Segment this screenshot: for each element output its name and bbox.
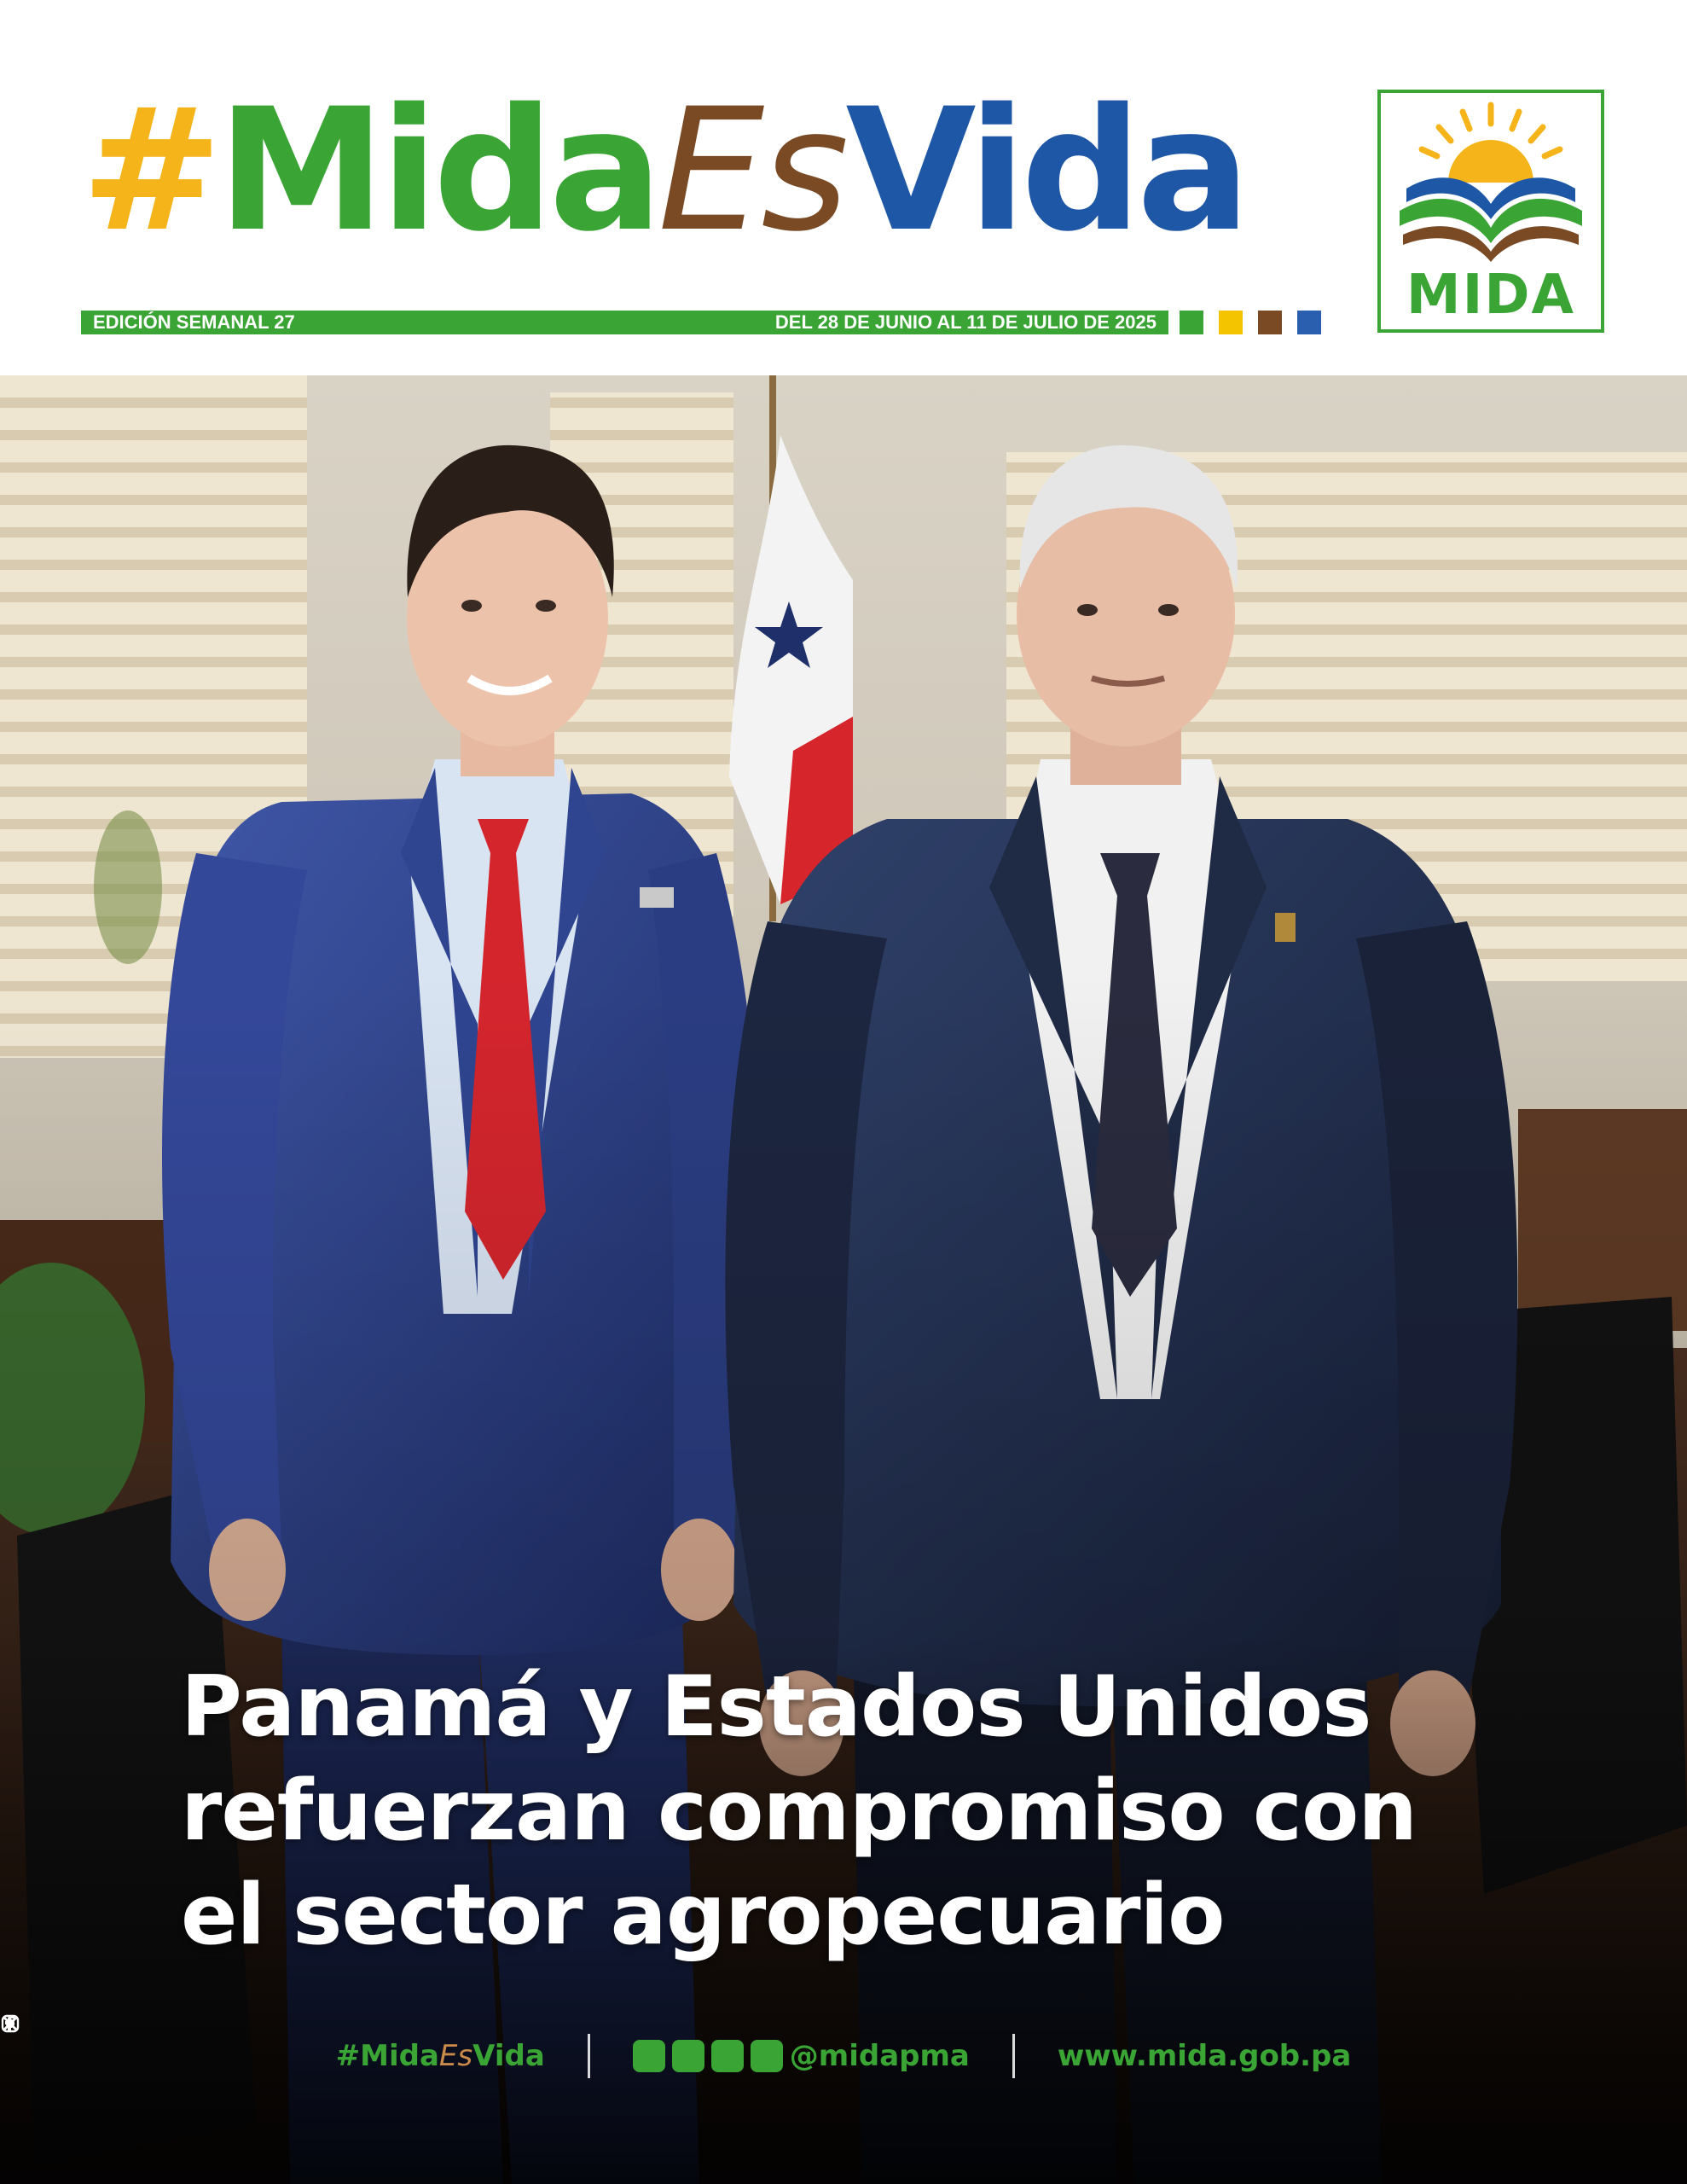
edition-bar [81, 311, 1168, 334]
headline-line-3: el sector agropecuario [181, 1867, 1225, 1964]
square-green [1180, 311, 1203, 334]
square-blue [1297, 311, 1321, 334]
edition-dates: DEL 28 DE JUNIO AL 11 DE JULIO DE 2025 [774, 311, 1157, 333]
color-squares [1180, 311, 1321, 334]
instagram-icon[interactable] [672, 2040, 704, 2072]
masthead-hash: # [81, 72, 217, 269]
masthead-es: Es [658, 72, 846, 269]
footer-separator [588, 2034, 590, 2078]
headline-line-2: refuerzan compromiso con [181, 1763, 1417, 1860]
cover-footer [0, 2013, 1687, 2099]
masthead-title [81, 72, 1246, 269]
footer-tag-mida: #Mida [335, 2039, 439, 2073]
footer-social [633, 2039, 970, 2073]
youtube-icon[interactable] [751, 2040, 783, 2072]
footer-separator-2 [1012, 2034, 1015, 2078]
square-yellow [1219, 311, 1243, 334]
footer-tag-vida: Vida [472, 2039, 545, 2073]
masthead-vida: Vida [845, 72, 1246, 269]
logo-text: MIDA [1406, 264, 1576, 327]
footer-website[interactable]: www.mida.gob.pa [1057, 2039, 1352, 2073]
cover-photo [0, 375, 1687, 2184]
square-brown [1258, 311, 1282, 334]
footer-hashtag[interactable] [336, 2039, 545, 2073]
edition-label: EDICIÓN SEMANAL 27 [93, 311, 295, 333]
x-icon[interactable] [711, 2040, 744, 2072]
cover-headline [181, 1655, 1545, 1967]
headline-line-1: Panamá y Estados Unidos [181, 1658, 1371, 1756]
masthead-mida: Mida [217, 72, 658, 269]
facebook-icon[interactable] [633, 2040, 665, 2072]
sun-over-fields-logo-icon [1381, 93, 1601, 264]
footer-tag-es: Es [438, 2039, 473, 2073]
footer-handle[interactable]: @midapma [789, 2039, 970, 2073]
mida-logo [1377, 90, 1604, 333]
cover-header [0, 0, 1687, 375]
